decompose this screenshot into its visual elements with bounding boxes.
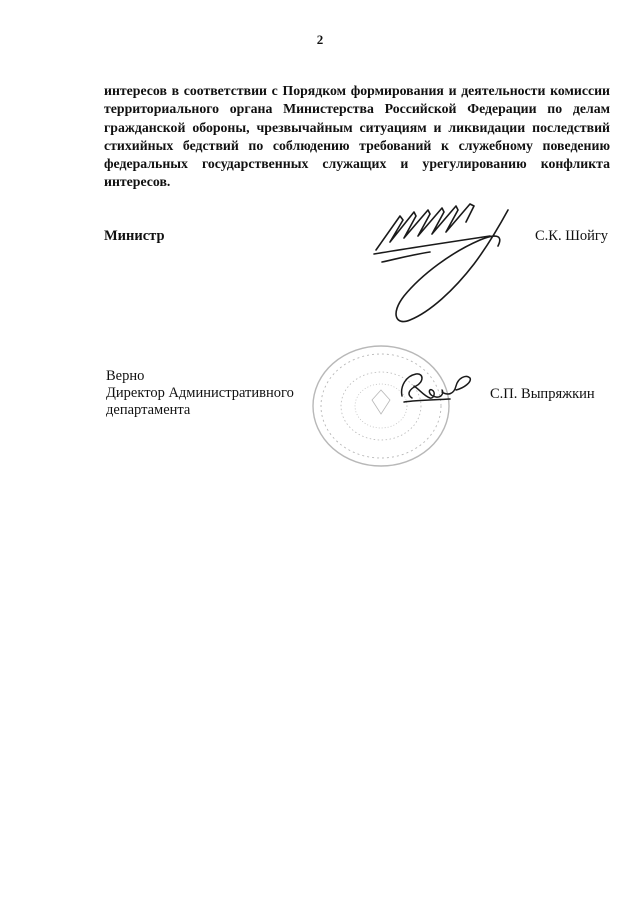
page-number: 2 [316,32,324,47]
director-position-line1: Директор Административного [106,385,294,401]
minister-signature-icon [370,192,540,332]
minister-title: Министр [104,228,165,244]
director-signature-icon [394,366,474,410]
director-position-line2: департамента [106,402,191,418]
body-paragraph: интересов в соответствии с Порядком формирования и деятельности комиссии территориального органа Министерства Российской Федерации по делам гражданской обороны, чрезвычайным ситуациям и ликвидации последствий стихийных бедствий по соблюдению требований к служебному поведению федеральных государственных служащих и урегулированию конфликта интересов. [104,83,610,190]
verification-block [106,368,294,419]
verified-label: Верно [106,368,145,384]
minister-name: С.К. Шойгу [535,228,609,244]
director-name: С.П. Выпряжкин [490,386,595,402]
